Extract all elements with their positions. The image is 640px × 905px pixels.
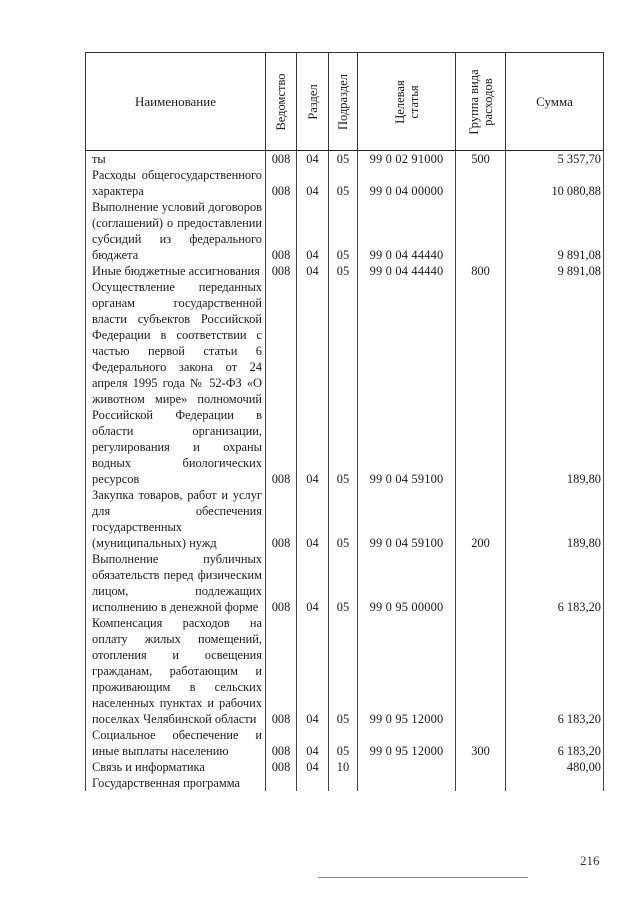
header-dept: Ведомство — [274, 72, 288, 131]
table-body — [86, 151, 604, 792]
cell-group — [456, 199, 506, 263]
cell-target: 99 0 02 91000 — [358, 151, 456, 168]
cell-target: 99 0 95 00000 — [358, 551, 456, 615]
cell-name: Закупка товаров, работ и услуг для обеспечения государственных (муниципальных) нужд — [86, 487, 266, 551]
cell-section: 04 — [297, 199, 329, 263]
cell-subsection: 05 — [329, 199, 358, 263]
footer-rule — [318, 877, 528, 878]
cell-name: Компенсация расходов на оплату жилых помещений, отопления и освещения гражданам, работающим и проживающим в сельских населенных пунктах и рабочих поселках Челябинской области — [86, 615, 266, 727]
cell-dept: 008 — [266, 759, 297, 775]
cell-name: Государственная программа — [86, 775, 266, 791]
cell-dept: 008 — [266, 279, 297, 487]
cell-target: 99 0 04 44440 — [358, 199, 456, 263]
cell-group: 300 — [456, 727, 506, 759]
header-subsection: Подраздел — [336, 73, 350, 130]
cell-subsection — [329, 775, 358, 791]
cell-name: Иные бюджетные ассигнования — [86, 263, 266, 279]
header-section-cell — [297, 53, 329, 151]
cell-group — [456, 551, 506, 615]
cell-section: 04 — [297, 167, 329, 199]
cell-subsection: 05 — [329, 487, 358, 551]
cell-sum: 189,80 — [506, 279, 604, 487]
cell-sum: 189,80 — [506, 487, 604, 551]
cell-group: 800 — [456, 263, 506, 279]
cell-sum — [506, 775, 604, 791]
cell-section: 04 — [297, 727, 329, 759]
cell-dept: 008 — [266, 263, 297, 279]
cell-section: 04 — [297, 151, 329, 168]
table-row — [86, 727, 604, 759]
header-group-cell — [456, 53, 506, 151]
cell-dept: 008 — [266, 167, 297, 199]
cell-dept: 008 — [266, 727, 297, 759]
cell-group — [456, 167, 506, 199]
cell-sum: 9 891,08 — [506, 263, 604, 279]
budget-table — [85, 52, 604, 791]
cell-target: 99 0 04 59100 — [358, 487, 456, 551]
cell-section: 04 — [297, 615, 329, 727]
cell-dept: 008 — [266, 487, 297, 551]
table-header-row — [86, 53, 604, 151]
cell-sum: 6 183,20 — [506, 551, 604, 615]
header-section: Раздел — [305, 83, 320, 120]
table-row — [86, 199, 604, 263]
cell-group — [456, 279, 506, 487]
cell-sum: 9 891,08 — [506, 199, 604, 263]
table-row — [86, 487, 604, 551]
table-row — [86, 759, 604, 775]
cell-subsection: 05 — [329, 615, 358, 727]
cell-dept — [266, 775, 297, 791]
cell-section: 04 — [297, 279, 329, 487]
cell-target: 99 0 95 12000 — [358, 727, 456, 759]
page-number: 216 — [580, 853, 600, 868]
cell-section: 04 — [297, 487, 329, 551]
header-name: Наименование — [86, 53, 266, 151]
table-row — [86, 279, 604, 487]
cell-sum: 480,00 — [506, 759, 604, 775]
header-target: Целевая статья — [392, 79, 421, 124]
header-target-cell — [358, 53, 456, 151]
cell-dept: 008 — [266, 551, 297, 615]
cell-sum: 5 357,70 — [506, 151, 604, 168]
cell-section: 04 — [297, 263, 329, 279]
cell-subsection: 10 — [329, 759, 358, 775]
table-row — [86, 775, 604, 791]
cell-target: 99 0 95 12000 — [358, 615, 456, 727]
cell-target: 99 0 04 59100 — [358, 279, 456, 487]
cell-subsection: 05 — [329, 279, 358, 487]
cell-dept: 008 — [266, 151, 297, 168]
cell-name: Осуществление переданных органам государственной власти субъектов Российской Федерации в соответствии с частью первой статьи 6 Федерального закона от 24 апреля 1995 года № 52-ФЗ «О животном мире» полномочий Российской Федерации в области организации, регулирования и охраны водных биологических ресурсов — [86, 279, 266, 487]
cell-subsection: 05 — [329, 727, 358, 759]
cell-name: Связь и информатика — [86, 759, 266, 775]
cell-group: 200 — [456, 487, 506, 551]
cell-dept: 008 — [266, 199, 297, 263]
cell-sum: 10 080,88 — [506, 167, 604, 199]
header-subsection-cell — [329, 53, 358, 151]
cell-subsection: 05 — [329, 551, 358, 615]
cell-sum: 6 183,20 — [506, 727, 604, 759]
cell-target — [358, 759, 456, 775]
cell-sum: 6 183,20 — [506, 615, 604, 727]
table-row — [86, 615, 604, 727]
cell-target — [358, 775, 456, 791]
cell-target: 99 0 04 44440 — [358, 263, 456, 279]
cell-subsection: 05 — [329, 263, 358, 279]
header-group: Группа вида расходов — [466, 68, 495, 135]
header-dept-cell — [266, 53, 297, 151]
cell-section: 04 — [297, 759, 329, 775]
header-sum: Сумма — [506, 53, 604, 151]
table-row — [86, 551, 604, 615]
cell-name: Расходы общегосударственного характера — [86, 167, 266, 199]
table-row — [86, 263, 604, 279]
cell-subsection: 05 — [329, 167, 358, 199]
cell-name: Социальное обеспечение и иные выплаты населению — [86, 727, 266, 759]
cell-dept: 008 — [266, 615, 297, 727]
table-row — [86, 167, 604, 199]
cell-subsection: 05 — [329, 151, 358, 168]
cell-name: Выполнение публичных обязательств перед физическим лицом, подлежащих исполнению в денежной форме — [86, 551, 266, 615]
table-row — [86, 151, 604, 168]
cell-group — [456, 775, 506, 791]
cell-group — [456, 615, 506, 727]
cell-group: 500 — [456, 151, 506, 168]
cell-section: 04 — [297, 551, 329, 615]
cell-section — [297, 775, 329, 791]
cell-name: ты — [86, 151, 266, 168]
cell-target: 99 0 04 00000 — [358, 167, 456, 199]
cell-name: Выполнение условий договоров (соглашений) о предоставлении субсидий из федерального бюджета — [86, 199, 266, 263]
cell-group — [456, 759, 506, 775]
